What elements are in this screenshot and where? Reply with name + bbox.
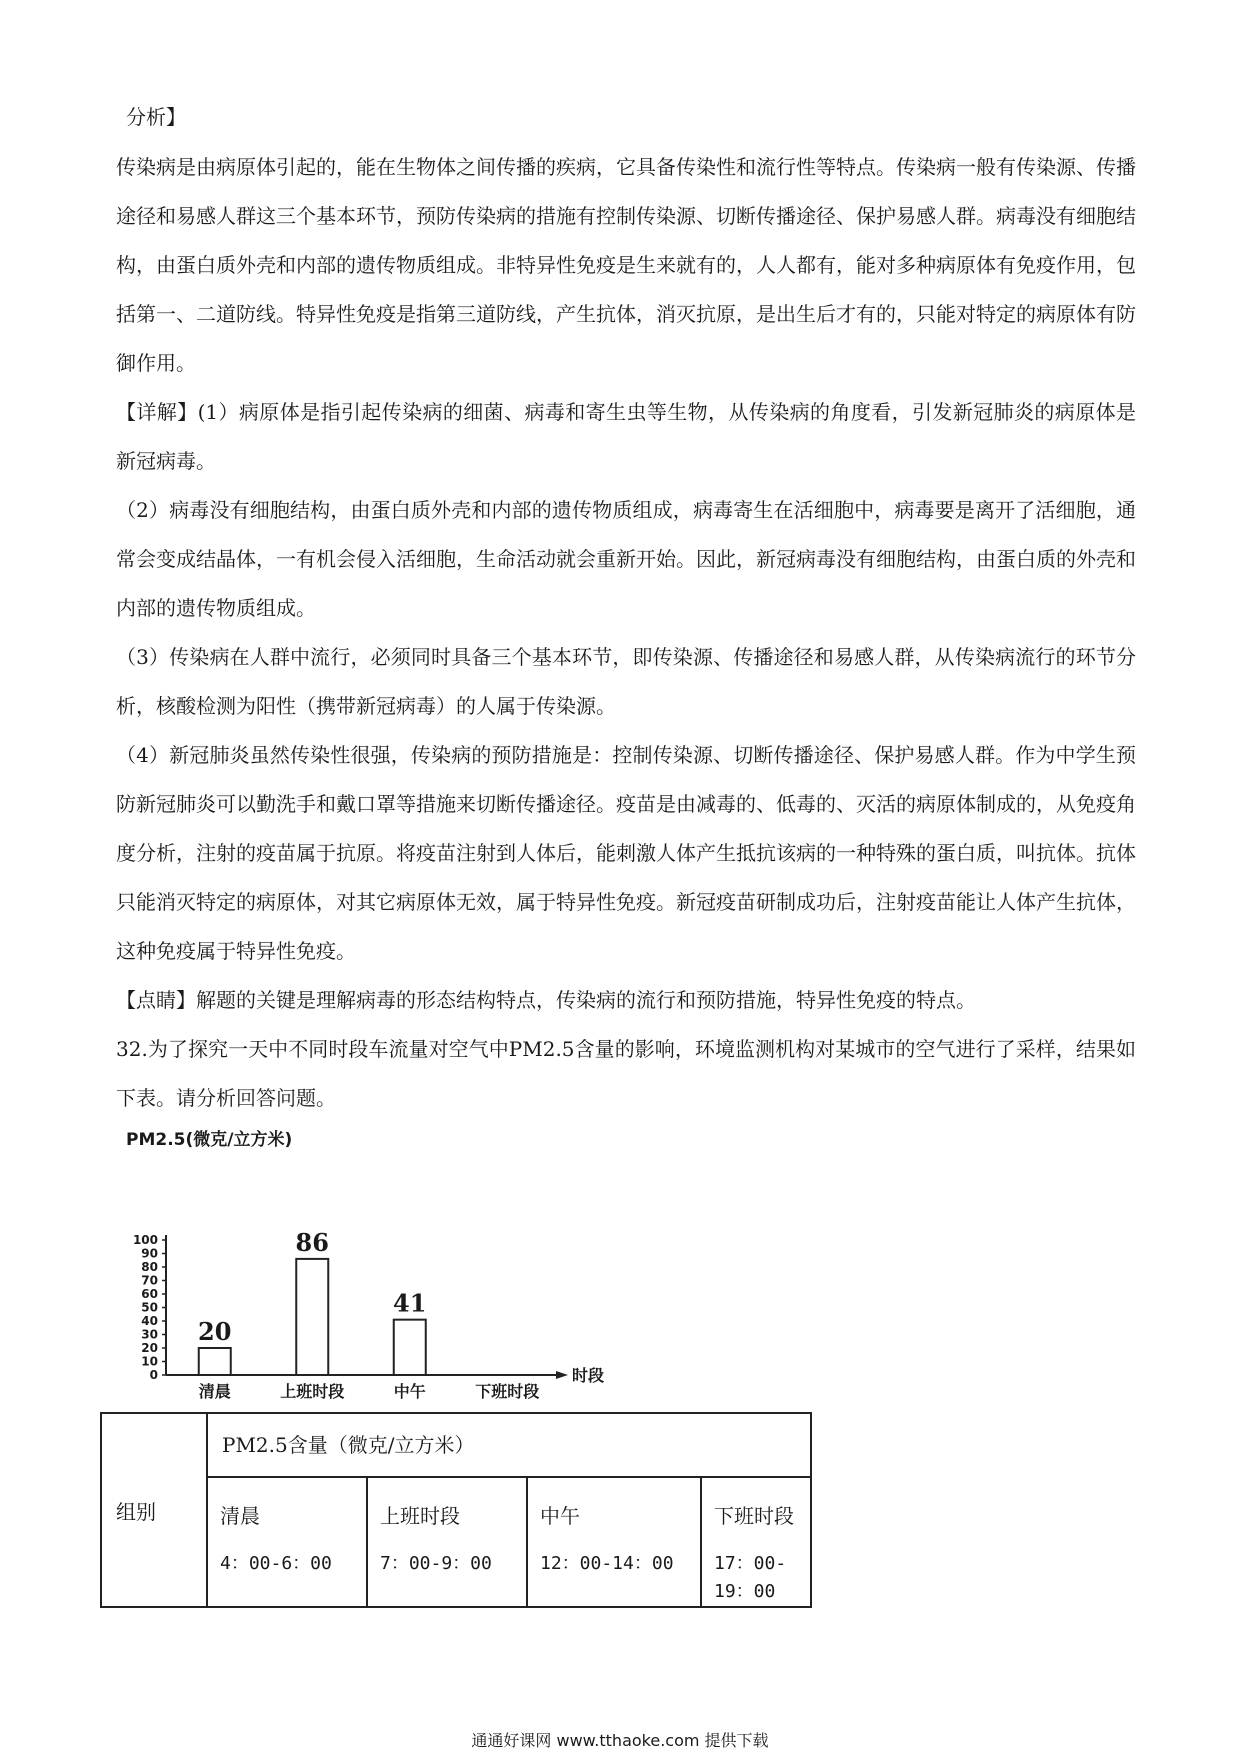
y-tick-label: 40 [141,1314,158,1328]
y-tick-label: 100 [132,1233,158,1247]
bar-value-label: 20 [198,1317,232,1346]
analysis-paragraph [116,143,1136,388]
detail-paragraph-2: （2）病毒没有细胞结构，由蛋白质外壳和内部的遗传物质组成，病毒寄生在活细胞中，病毒要是离开了活细胞，通常会变成结晶体，一有机会侵入活细胞，生命活动就会重新开始。因此，新冠病毒没有细胞结构，由蛋白质的外壳和内部的遗传物质组成。 [116,498,1136,620]
y-tick-label: 20 [141,1341,158,1355]
x-category-label: 下班时段 [475,1382,540,1401]
period-time: 4：00-6：00 [220,1553,332,1574]
period-cell [701,1477,811,1607]
y-tick-label: 0 [149,1368,158,1382]
period-name: 中午 [540,1504,580,1528]
group-label-cell [101,1413,207,1607]
bar [394,1320,426,1375]
table-header-cell [207,1413,811,1477]
page-footer: 通通好课网 www.tthaoke.com 提供下载 [471,1731,769,1750]
chart-title: PM2.5(微克/立方米) [126,1130,293,1150]
period-name: 清晨 [220,1504,260,1528]
period-name: 下班时段 [714,1504,794,1528]
pm25-table [100,1412,812,1608]
detail-paragraph-4: （4）新冠肺炎虽然传染性很强，传染病的预防措施是：控制传染源、切断传播途径、保护易感人群。作为中学生预防新冠肺炎可以勤洗手和戴口罩等措施来切断传播途径。疫苗是由减毒的、低毒的、灭活的病原体制成的，从免疫角度分析，注射的疫苗属于抗原。将疫苗注射到人体后，能刺激人体产生抵抗该病的一种特殊的蛋白质，叫抗体。抗体只能消灭特定的病原体，对其它病原体无效，属于特异性免疫。新冠疫苗研制成功后，注射疫苗能让人体产生抗体，这种免疫属于特异性免疫。 [116,743,1136,963]
pm25-bar-chart [116,1125,626,1405]
bar [199,1348,231,1375]
y-tick-label: 80 [141,1260,158,1274]
y-tick-label: 60 [141,1287,158,1301]
question-paragraph: 32.为了探究一天中不同时段车流量对空气中PM2.5含量的影响，环境监测机构对某城市的空气进行了采样，结果如下表。请分析回答问题。 [116,1037,1136,1110]
analysis-heading: 分析】 [126,105,186,129]
y-tick-label: 30 [141,1327,158,1342]
detail-block [116,388,1136,1123]
analysis-text: 传染病是由病原体引起的，能在生物体之间传播的疾病，它具备传染性和流行性等特点。传染病一般有传染源、传播途径和易感人群这三个基本环节，预防传染病的措施有控制传染源、切断传播途径、保护易感人群。病毒没有细胞结构，由蛋白质外壳和内部的遗传物质组成。非特异性免疫是生来就有的，人人都有，能对多种病原体有免疫作用，包括第一、二道防线。特异性免疫是指第三道防线，产生抗体，消灭抗原，是出生后才有的，只能对特定的病原体有防御作用。 [116,155,1136,375]
detail-paragraph-1: 【详解】(1）病原体是指引起传染病的细菌、病毒和寄生虫等生物，从传染病的角度看，引发新冠肺炎的病原体是新冠病毒。 [116,400,1136,473]
y-tick-label: 70 [141,1273,158,1288]
comment-paragraph: 【点睛】解题的关键是理解病毒的形态结构特点，传染病的流行和预防措施，特异性免疫的特点。 [116,988,976,1012]
period-cell [207,1477,367,1607]
period-time: 12：00-14：00 [540,1553,674,1574]
x-category-label: 上班时段 [280,1382,345,1401]
period-time: 7：00-9：00 [380,1553,492,1574]
y-tick-label: 50 [141,1300,158,1315]
x-axis-arrow [556,1371,568,1379]
table-header: PM2.5含量（微克/立方米） [222,1433,475,1457]
chart-svg [116,1125,626,1405]
y-tick-label: 10 [141,1354,158,1369]
period-time: 17：00-19：00 [714,1553,787,1602]
bar-value-label: 86 [295,1227,329,1257]
period-name: 上班时段 [380,1504,460,1528]
period-cell [527,1477,701,1607]
y-tick-label: 90 [141,1246,158,1261]
period-cell [367,1477,527,1607]
group-label: 组别 [116,1499,156,1524]
detail-paragraph-3: （3）传染病在人群中流行，必须同时具备三个基本环节，即传染源、传播途径和易感人群，从传染病流行的环节分析，核酸检测为阳性（携带新冠病毒）的人属于传染源。 [116,645,1136,718]
x-category-label: 中午 [393,1382,426,1401]
x-axis-label: 时段 [572,1366,605,1385]
x-category-label: 清晨 [198,1382,231,1401]
bar [296,1259,328,1375]
bar-value-label: 41 [393,1288,427,1318]
